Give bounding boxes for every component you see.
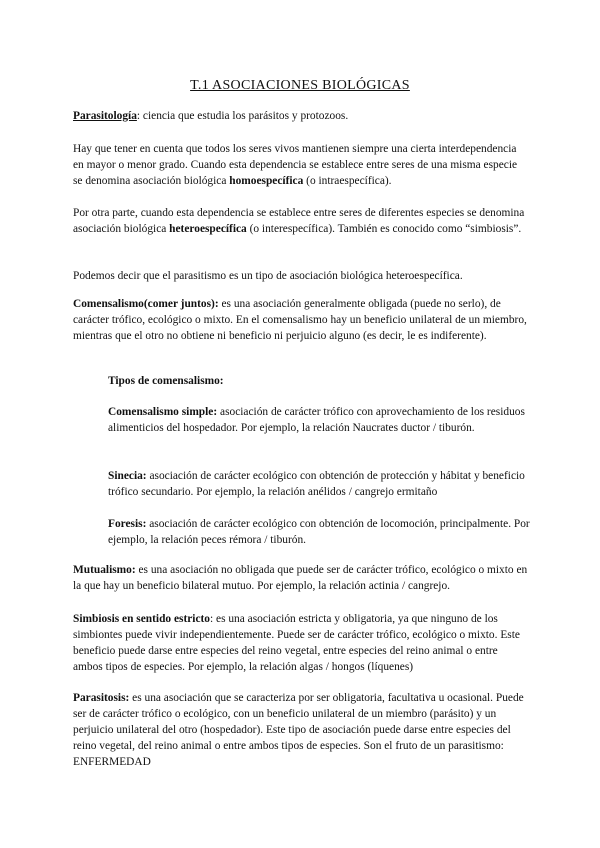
mutualismo-text: es una asociación no obligada que puede ser de carácter trófico, ecológico o mixto en la que hay un beneficio bilateral mutuo. Por ejemplo, la relación actinia / cangrejo. [73, 564, 528, 592]
foresis-text: asociación de carácter ecológico con obtención de locomoción, principalmente. Por ejemplo, la relación peces rémora / tiburón. [108, 518, 530, 546]
otra-tail: (o interespecífica). También es conocido como “simbiosis”. [246, 223, 522, 235]
simple-term: Comensalismo simple: [108, 406, 218, 418]
heteroespecifica-paragraph [73, 205, 529, 237]
simbiosis-term: Simbiosis en sentido estricto [73, 613, 211, 625]
heteroespecifica-term: heteroespecífica [169, 223, 247, 235]
parasitologia-term: Parasitología [73, 110, 137, 122]
comensalismo-text: es una asociación generalmente obligada (puede no serlo), de carácter trófico, ecológico o mixto. En el comensalismo hay un beneficio unilateral de un miembro, mientras que el otro no obtiene ni beneficio ni perjuicio alguno (es decir, le es indiferente). [73, 298, 527, 342]
intro-text: Hay que tener en cuenta que todos los seres vivos mantienen siempre una cierta interdependencia en mayor o menor grado. Cuando esta dependencia se establece entre seres de una misma especie se denomina asociación biológica [73, 143, 518, 187]
foresis-paragraph [108, 516, 533, 548]
comensalismo-term: Comensalismo(comer juntos): [73, 298, 219, 310]
mutualismo-term: Mutualismo: [73, 564, 136, 576]
parasitologia-definition [73, 108, 529, 124]
foresis-term: Foresis: [108, 518, 147, 530]
simbiosis-text: : es una asociación estricta y obligatoria, ya que ninguno de los simbiontes puede vivir independientemente. Puede ser de carácter trófico, ecológico o mixto. Este beneficio puede darse entre especies del reino vegetal, entre especies del reino animal o entre ambos tipos de especies. Por ejemplo, la relación algas / hongos (líquenes) [73, 613, 520, 673]
comensalismo-simple-paragraph [108, 404, 533, 436]
sinecia-paragraph [108, 468, 533, 500]
simbiosis-paragraph [73, 611, 529, 675]
page-title: T.1 ASOCIACIONES BIOLÓGICAS [190, 78, 410, 93]
parasitismo-paragraph: Podemos decir que el parasitismo es un tipo de asociación biológica heteroespecífica. [73, 270, 463, 282]
otra-text: Por otra parte, cuando esta dependencia se establece entre seres de diferentes especies se denomina asociación biológica [73, 207, 525, 235]
simple-text: asociación de carácter trófico con aprovechamiento de los residuos alimenticios del hospedador. Por ejemplo, la relación Naucrates ductor / tiburón. [108, 406, 525, 434]
parasitosis-paragraph [73, 690, 529, 770]
intro-paragraph [73, 141, 529, 189]
comensalismo-paragraph [73, 296, 529, 344]
parasitosis-text: es una asociación que se caracteriza por ser obligatoria, facultativa u ocasional. Puede ser de carácter trófico o ecológico, con un beneficio unilateral de un miembro (parásito) y un perjuicio unilateral del otro (hospedador). Este tipo de asociación puede darse entre especies del reino vegetal, del reino animal o entre ambos tipos de especies. Son el fruto de un parasitismo: ENFERMEDAD [73, 692, 524, 768]
mutualismo-paragraph [73, 562, 529, 594]
parasitologia-text: : ciencia que estudia los parásitos y protozoos. [136, 110, 349, 122]
tipos-heading [108, 373, 533, 389]
homoespecifica-term: homoespecífica [229, 175, 304, 187]
parasitosis-term: Parasitosis: [73, 692, 130, 704]
sinecia-text: asociación de carácter ecológico con obtención de protección y hábitat y beneficio trófico secundario. Por ejemplo, la relación anélidos / cangrejo ermitaño [108, 470, 525, 498]
intro-tail: (o intraespecífica). [303, 175, 392, 187]
tipos-heading-text: Tipos de comensalismo: [108, 375, 224, 387]
sinecia-term: Sinecia: [108, 470, 147, 482]
